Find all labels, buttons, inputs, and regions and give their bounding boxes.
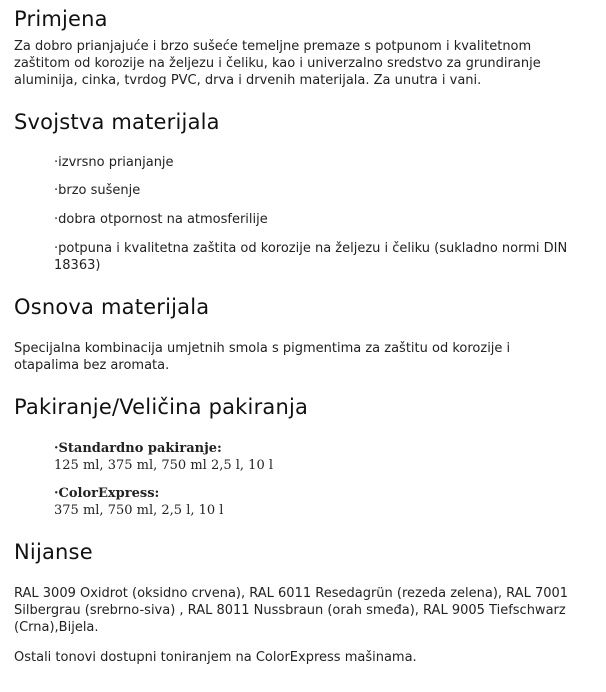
list-item: ·brzo sušenje xyxy=(54,183,141,198)
heading-primjena: Primjena xyxy=(14,7,108,31)
packaging-standard xyxy=(54,440,574,474)
heading-pakiranje: Pakiranje/Veličina pakiranja xyxy=(14,395,309,419)
list-item: ·potpuna i kvalitetna zaštita od korozije na željezu i čeliku (sukladno normi DIN 18363) xyxy=(54,241,568,273)
primjena-text: Za dobro prianjajuće i brzo sušeće temeljne premaze s potpunom i kvalitetnom zaštitom od korozije na željezu i čeliku, kao i univerzalno sredstvo za grundiranje aluminija, cinka, tvrdog PVC, drva i drvenih materijala. Za unutra i vani. xyxy=(14,39,541,88)
packaging-colorexpress-label: ·ColorExpress: xyxy=(54,486,160,501)
heading-svojstva: Svojstva materijala xyxy=(14,110,220,134)
heading-osnova: Osnova materijala xyxy=(14,295,210,319)
nijanse-text: RAL 3009 Oxidrot (oksidno crvena), RAL 6011 Resedagrün (rezeda zelena), RAL 7001 Silbergrau (srebrno-siva) , RAL 8011 Nussbraun (orah smeđa), RAL 9005 Tiefschwarz (Crna),Bijela. xyxy=(14,586,569,635)
list-item: ·izvrsno prianjanje xyxy=(54,155,174,170)
nijanse-note: Ostali tonovi dostupni toniranjem na ColorExpress mašinama. xyxy=(14,650,417,665)
packaging-standard-label: ·Standardno pakiranje: xyxy=(54,441,222,456)
list-item: ·dobra otpornost na atmosferilije xyxy=(54,212,268,227)
packaging-standard-value: 125 ml, 375 ml, 750 ml 2,5 l, 10 l xyxy=(54,458,274,473)
packaging-colorexpress-value: 375 ml, 750 ml, 2,5 l, 10 l xyxy=(54,503,224,518)
osnova-text: Specijalna kombinacija umjetnih smola s pigmentima za zaštitu od korozije i otapalima bez aromata. xyxy=(14,341,511,373)
packaging-colorexpress xyxy=(54,485,574,519)
heading-nijanse: Nijanse xyxy=(14,540,93,564)
